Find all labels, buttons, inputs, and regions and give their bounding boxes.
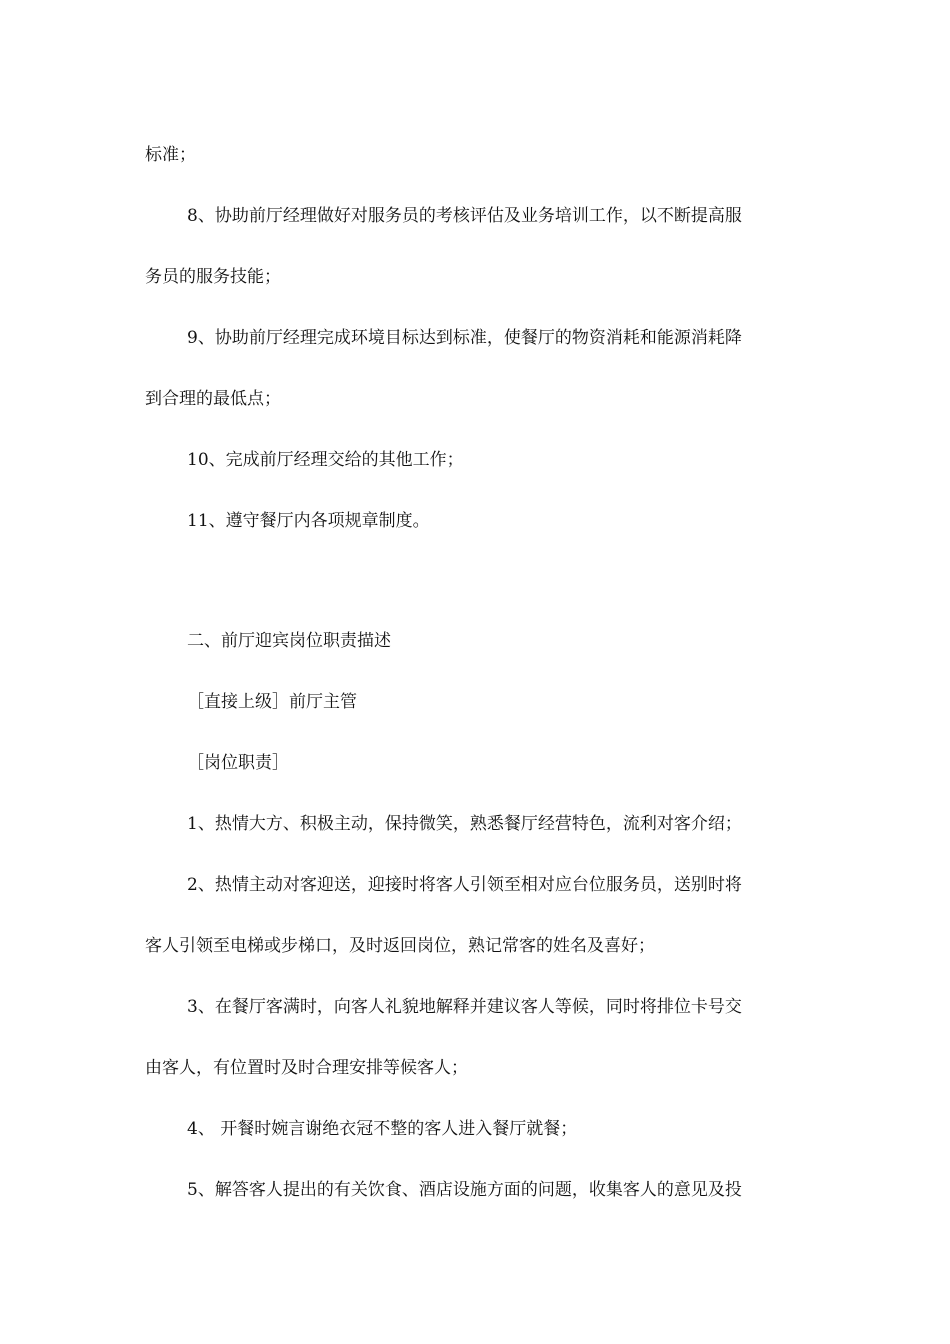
text-line: 11、遵守餐厅内各项规章制度。 xyxy=(187,511,430,531)
text-line: 1、热情大方、积极主动，保持微笑，熟悉餐厅经营特色，流利对客介绍； xyxy=(187,814,742,834)
text-line: 2、热情主动对客迎送，迎接时将客人引领至相对应台位服务员，送别时将 xyxy=(187,875,742,895)
text-line: 到合理的最低点； xyxy=(145,389,281,409)
text-line: 5、解答客人提出的有关饮食、酒店设施方面的问题，收集客人的意见及投 xyxy=(187,1180,742,1200)
text-line: 3、在餐厅客满时，向客人礼貌地解释并建议客人等候，同时将排位卡号交 xyxy=(187,997,742,1017)
text-line: 客人引领至电梯或步梯口，及时返回岗位，熟记常客的姓名及喜好； xyxy=(145,936,655,956)
text-line: 4、 开餐时婉言谢绝衣冠不整的客人进入餐厅就餐； xyxy=(187,1119,578,1139)
document-body xyxy=(145,138,809,1234)
text-line: 标准； xyxy=(145,145,196,165)
text-line: 10、完成前厅经理交给的其他工作； xyxy=(187,450,464,470)
text-line: 8、协助前厅经理做好对服务员的考核评估及业务培训工作，以不断提高服 xyxy=(187,206,742,226)
text-line: 由客人，有位置时及时合理安排等候客人； xyxy=(145,1058,468,1078)
text-line: 9、协助前厅经理完成环境目标达到标准，使餐厅的物资消耗和能源消耗降 xyxy=(187,328,742,348)
text-line: ［直接上级］前厅主管 xyxy=(187,692,357,712)
text-line: ［岗位职责］ xyxy=(187,753,289,773)
section-gap xyxy=(145,565,809,624)
text-line: 务员的服务技能； xyxy=(145,267,281,287)
section-heading: 二、前厅迎宾岗位职责描述 xyxy=(187,631,391,651)
